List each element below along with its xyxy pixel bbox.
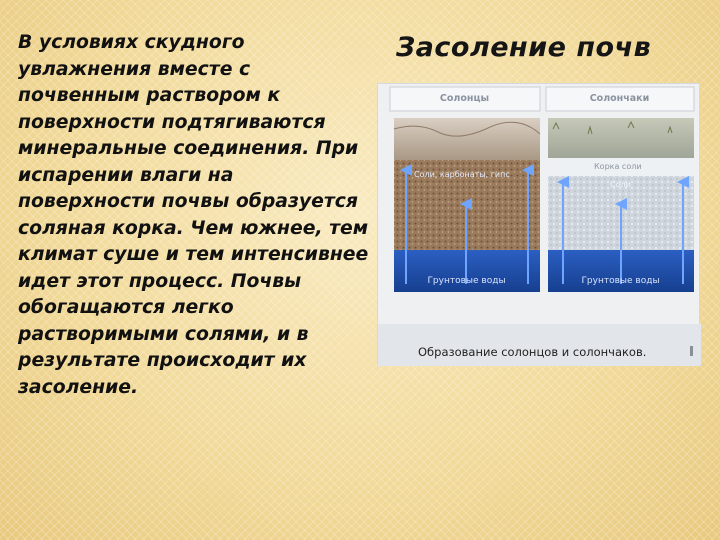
- panel-title-solontsy: Солонцы: [439, 93, 490, 104]
- soil-salinization-figure: [377, 83, 700, 365]
- right-layer-label: Соли: [610, 180, 631, 189]
- slide-title: Засоление почв: [396, 32, 652, 63]
- soil-diagram: [378, 84, 701, 366]
- right-groundwater-label: Грунтовые воды: [581, 276, 660, 286]
- figure-caption: Образование солонцов и солончаков.: [418, 345, 647, 359]
- left-layer-label: Соли, карбонаты, гипс: [414, 170, 510, 179]
- left-surface-layer: [394, 118, 540, 160]
- right-crust-label: Корка соли: [594, 162, 642, 171]
- right-surface-layer: [548, 118, 694, 158]
- left-groundwater-label: Грунтовые воды: [427, 276, 506, 286]
- caption-marker: [690, 346, 693, 356]
- slide-body-text: В условиях скудного увлажнения вместе с почвенным раствором к поверхности подтягиваются минеральные соединения. При испарении влаги на поверхности почвы образуется соляная корка. Чем южнее, тем климат суше и тем интенсивнее идет этот процесс. Почвы обогащаются легко растворимыми солями, и в результате происходит их засоление.: [18, 32, 369, 398]
- panel-title-solonchaki: Солончаки: [589, 93, 650, 104]
